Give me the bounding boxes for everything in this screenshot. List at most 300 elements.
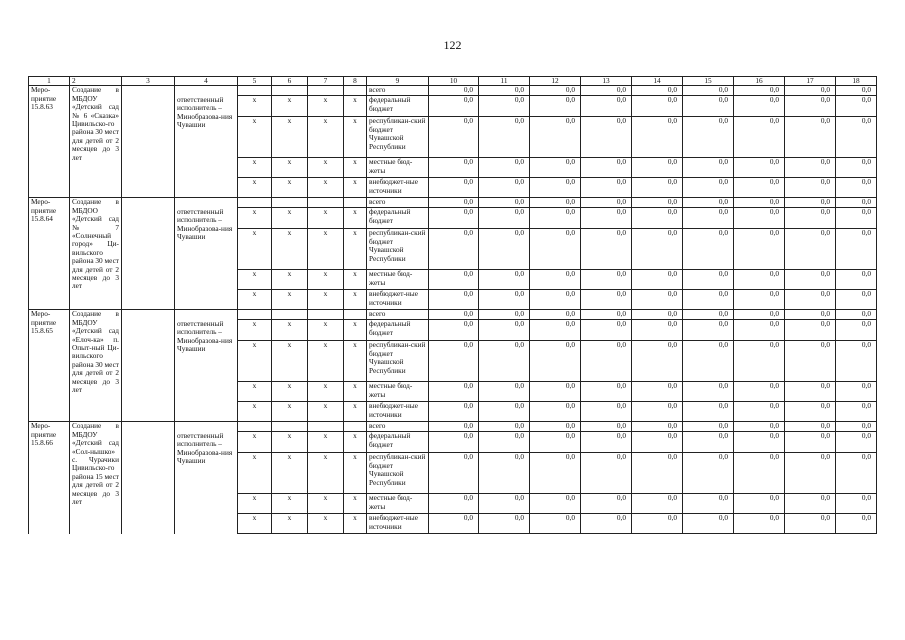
value-cell: 0,0 <box>632 422 683 432</box>
x-mark: х <box>308 290 344 310</box>
value-cell: 0,0 <box>429 270 479 290</box>
value-cell: 0,0 <box>683 382 734 402</box>
empty-cell <box>344 310 367 320</box>
value-cell: 0,0 <box>429 432 479 453</box>
value-cell: 0,0 <box>683 96 734 117</box>
value-cell: 0,0 <box>530 453 581 494</box>
value-cell: 0,0 <box>530 270 581 290</box>
value-cell: 0,0 <box>429 382 479 402</box>
x-mark: х <box>238 494 272 514</box>
funding-source: республикан-ский бюджет Чувашской Республики <box>367 117 429 158</box>
value-cell: 0,0 <box>683 453 734 494</box>
value-cell: 0,0 <box>734 117 785 158</box>
value-cell: 0,0 <box>632 117 683 158</box>
value-cell: 0,0 <box>479 117 530 158</box>
value-cell: 0,0 <box>479 494 530 514</box>
value-cell: 0,0 <box>785 178 836 198</box>
funding-table <box>28 76 877 534</box>
event-description: Создание в МБДОУ «Детский сад «Сол-нышко» с. Чурачики Цивильско-го района 15 мест для детей от 2 месяцев до 3 лет <box>70 422 122 534</box>
column-number: 5 <box>238 77 272 86</box>
value-cell: 0,0 <box>530 310 581 320</box>
value-cell: 0,0 <box>785 432 836 453</box>
x-mark: х <box>344 402 367 422</box>
x-mark: х <box>308 382 344 402</box>
value-cell: 0,0 <box>683 178 734 198</box>
funding-source: федеральный бюджет <box>367 208 429 229</box>
value-cell: 0,0 <box>785 198 836 208</box>
value-cell: 0,0 <box>734 229 785 270</box>
responsible-executor: ответственный исполнитель – Минобразова-ния Чувашии <box>175 96 238 198</box>
x-mark: х <box>238 270 272 290</box>
value-cell: 0,0 <box>479 453 530 494</box>
value-cell: 0,0 <box>530 208 581 229</box>
value-cell: 0,0 <box>479 382 530 402</box>
x-mark: х <box>238 158 272 178</box>
funding-source: федеральный бюджет <box>367 432 429 453</box>
x-mark: х <box>272 514 308 534</box>
x-mark: х <box>344 494 367 514</box>
value-cell: 0,0 <box>632 158 683 178</box>
x-mark: х <box>238 290 272 310</box>
value-cell: 0,0 <box>683 422 734 432</box>
value-cell: 0,0 <box>429 178 479 198</box>
value-cell: 0,0 <box>530 117 581 158</box>
value-cell: 0,0 <box>785 422 836 432</box>
value-cell: 0,0 <box>836 86 877 96</box>
value-cell: 0,0 <box>683 310 734 320</box>
value-cell: 0,0 <box>530 229 581 270</box>
value-cell: 0,0 <box>581 117 632 158</box>
table-row <box>29 198 877 208</box>
value-cell: 0,0 <box>785 158 836 178</box>
empty-cell <box>238 422 272 432</box>
column-number: 14 <box>632 77 683 86</box>
value-cell: 0,0 <box>785 320 836 341</box>
empty-cell <box>238 310 272 320</box>
value-cell: 0,0 <box>734 453 785 494</box>
funding-source: внебюджет-ные источники <box>367 178 429 198</box>
x-mark: х <box>272 341 308 382</box>
value-cell: 0,0 <box>632 96 683 117</box>
value-cell: 0,0 <box>683 208 734 229</box>
x-mark: х <box>344 178 367 198</box>
funding-source: республикан-ский бюджет Чувашской Республики <box>367 341 429 382</box>
x-mark: х <box>272 178 308 198</box>
value-cell: 0,0 <box>836 382 877 402</box>
x-mark: х <box>308 494 344 514</box>
table-row <box>29 86 877 96</box>
x-mark: х <box>308 341 344 382</box>
value-cell: 0,0 <box>683 117 734 158</box>
value-cell: 0,0 <box>530 86 581 96</box>
value-cell: 0,0 <box>429 402 479 422</box>
x-mark: х <box>272 208 308 229</box>
column-number: 1 <box>29 77 70 86</box>
value-cell: 0,0 <box>683 198 734 208</box>
x-mark: х <box>344 341 367 382</box>
column-number: 7 <box>308 77 344 86</box>
x-mark: х <box>238 341 272 382</box>
column-number: 18 <box>836 77 877 86</box>
x-mark: х <box>344 117 367 158</box>
funding-source: местные бюд-жеты <box>367 382 429 402</box>
value-cell: 0,0 <box>530 178 581 198</box>
value-cell: 0,0 <box>581 453 632 494</box>
value-cell: 0,0 <box>785 402 836 422</box>
x-mark: х <box>308 514 344 534</box>
value-cell: 0,0 <box>836 96 877 117</box>
empty-cell <box>272 310 308 320</box>
value-cell: 0,0 <box>683 229 734 270</box>
value-cell: 0,0 <box>632 453 683 494</box>
value-cell: 0,0 <box>836 290 877 310</box>
x-mark: х <box>344 290 367 310</box>
value-cell: 0,0 <box>429 198 479 208</box>
x-mark: х <box>344 432 367 453</box>
value-cell: 0,0 <box>836 341 877 382</box>
value-cell: 0,0 <box>479 178 530 198</box>
value-cell: 0,0 <box>632 229 683 270</box>
value-cell: 0,0 <box>683 158 734 178</box>
x-mark: х <box>272 402 308 422</box>
column-number: 6 <box>272 77 308 86</box>
value-cell: 0,0 <box>632 270 683 290</box>
value-cell: 0,0 <box>785 117 836 158</box>
value-cell: 0,0 <box>530 514 581 534</box>
x-mark: х <box>308 178 344 198</box>
value-cell: 0,0 <box>632 208 683 229</box>
value-cell: 0,0 <box>581 402 632 422</box>
value-cell: 0,0 <box>836 453 877 494</box>
value-cell: 0,0 <box>530 341 581 382</box>
empty-cell <box>175 86 238 96</box>
funding-source: внебюджет-ные источники <box>367 402 429 422</box>
value-cell: 0,0 <box>785 514 836 534</box>
value-cell: 0,0 <box>734 402 785 422</box>
x-mark: х <box>344 96 367 117</box>
value-cell: 0,0 <box>785 494 836 514</box>
value-cell: 0,0 <box>734 96 785 117</box>
value-cell: 0,0 <box>734 198 785 208</box>
value-cell: 0,0 <box>632 432 683 453</box>
value-cell: 0,0 <box>632 86 683 96</box>
value-cell: 0,0 <box>734 290 785 310</box>
value-cell: 0,0 <box>683 320 734 341</box>
value-cell: 0,0 <box>530 96 581 117</box>
x-mark: х <box>344 208 367 229</box>
value-cell: 0,0 <box>785 86 836 96</box>
column-number: 10 <box>429 77 479 86</box>
empty-cell <box>272 86 308 96</box>
value-cell: 0,0 <box>429 117 479 158</box>
empty-cell <box>308 310 344 320</box>
value-cell: 0,0 <box>785 270 836 290</box>
x-mark: х <box>272 270 308 290</box>
value-cell: 0,0 <box>734 432 785 453</box>
value-cell: 0,0 <box>734 86 785 96</box>
funding-source: местные бюд-жеты <box>367 158 429 178</box>
value-cell: 0,0 <box>581 198 632 208</box>
x-mark: х <box>308 432 344 453</box>
x-mark: х <box>308 402 344 422</box>
x-mark: х <box>238 117 272 158</box>
value-cell: 0,0 <box>683 270 734 290</box>
value-cell: 0,0 <box>581 208 632 229</box>
value-cell: 0,0 <box>734 494 785 514</box>
empty-cell <box>272 422 308 432</box>
value-cell: 0,0 <box>429 158 479 178</box>
empty-cell <box>175 198 238 208</box>
value-cell: 0,0 <box>632 290 683 310</box>
value-cell: 0,0 <box>479 422 530 432</box>
x-mark: х <box>272 320 308 341</box>
value-cell: 0,0 <box>581 158 632 178</box>
value-cell: 0,0 <box>479 310 530 320</box>
value-cell: 0,0 <box>836 494 877 514</box>
event-description: Создание в МБДОУ «Детский сад № 6 «Сказка» Цивильско-го района 30 мест для детей от 2 месяцев до 3 лет <box>70 86 122 198</box>
value-cell: 0,0 <box>683 290 734 310</box>
value-cell: 0,0 <box>632 198 683 208</box>
value-cell: 0,0 <box>836 229 877 270</box>
value-cell: 0,0 <box>530 158 581 178</box>
x-mark: х <box>238 178 272 198</box>
value-cell: 0,0 <box>683 341 734 382</box>
empty-cell <box>122 86 175 198</box>
value-cell: 0,0 <box>479 229 530 270</box>
value-cell: 0,0 <box>581 341 632 382</box>
empty-cell <box>308 86 344 96</box>
empty-cell <box>122 310 175 422</box>
value-cell: 0,0 <box>785 290 836 310</box>
value-cell: 0,0 <box>785 453 836 494</box>
value-cell: 0,0 <box>632 514 683 534</box>
event-description: Создание в МБДОО «Детский сад № 7 «Солнечный город» Ци-вильского района 30 мест для детей от 2 месяцев до 3 лет <box>70 198 122 310</box>
value-cell: 0,0 <box>479 402 530 422</box>
table-row <box>29 310 877 320</box>
value-cell: 0,0 <box>581 178 632 198</box>
value-cell: 0,0 <box>785 208 836 229</box>
x-mark: х <box>272 494 308 514</box>
value-cell: 0,0 <box>581 382 632 402</box>
value-cell: 0,0 <box>581 229 632 270</box>
value-cell: 0,0 <box>581 86 632 96</box>
value-cell: 0,0 <box>581 270 632 290</box>
column-number: 17 <box>785 77 836 86</box>
funding-source: всего <box>367 198 429 208</box>
value-cell: 0,0 <box>683 432 734 453</box>
funding-source: всего <box>367 422 429 432</box>
event-description: Создание в МБДОУ «Детский сад «Елоч-ка» п. Опыт-ный Ци-вильского района 30 мест для детей от 2 месяцев до 3 лет <box>70 310 122 422</box>
empty-cell <box>175 310 238 320</box>
x-mark: х <box>238 320 272 341</box>
empty-cell <box>175 422 238 432</box>
value-cell: 0,0 <box>530 320 581 341</box>
value-cell: 0,0 <box>479 432 530 453</box>
value-cell: 0,0 <box>734 270 785 290</box>
value-cell: 0,0 <box>734 178 785 198</box>
value-cell: 0,0 <box>836 158 877 178</box>
value-cell: 0,0 <box>479 320 530 341</box>
value-cell: 0,0 <box>530 494 581 514</box>
empty-cell <box>122 198 175 310</box>
value-cell: 0,0 <box>429 320 479 341</box>
value-cell: 0,0 <box>479 290 530 310</box>
value-cell: 0,0 <box>785 310 836 320</box>
x-mark: х <box>308 96 344 117</box>
value-cell: 0,0 <box>479 341 530 382</box>
value-cell: 0,0 <box>429 341 479 382</box>
empty-cell <box>344 422 367 432</box>
value-cell: 0,0 <box>734 310 785 320</box>
column-number: 12 <box>530 77 581 86</box>
value-cell: 0,0 <box>632 494 683 514</box>
event-id: Меро-приятие 15.8.64 <box>29 198 70 310</box>
value-cell: 0,0 <box>429 96 479 117</box>
value-cell: 0,0 <box>581 514 632 534</box>
column-number-row <box>29 77 877 86</box>
value-cell: 0,0 <box>836 198 877 208</box>
value-cell: 0,0 <box>429 453 479 494</box>
value-cell: 0,0 <box>734 320 785 341</box>
x-mark: х <box>272 117 308 158</box>
responsible-executor: ответственный исполнитель – Минобразова-ния Чувашии <box>175 208 238 310</box>
x-mark: х <box>238 402 272 422</box>
value-cell: 0,0 <box>581 432 632 453</box>
empty-cell <box>122 422 175 534</box>
value-cell: 0,0 <box>632 402 683 422</box>
column-number: 3 <box>122 77 175 86</box>
x-mark: х <box>344 229 367 270</box>
column-number: 8 <box>344 77 367 86</box>
value-cell: 0,0 <box>530 382 581 402</box>
funding-source: федеральный бюджет <box>367 96 429 117</box>
value-cell: 0,0 <box>632 178 683 198</box>
value-cell: 0,0 <box>479 514 530 534</box>
x-mark: х <box>272 432 308 453</box>
value-cell: 0,0 <box>734 422 785 432</box>
x-mark: х <box>272 453 308 494</box>
value-cell: 0,0 <box>632 382 683 402</box>
responsible-executor: ответственный исполнитель – Минобразова-ния Чувашии <box>175 320 238 422</box>
empty-cell <box>344 198 367 208</box>
value-cell: 0,0 <box>734 514 785 534</box>
value-cell: 0,0 <box>530 422 581 432</box>
x-mark: х <box>344 382 367 402</box>
value-cell: 0,0 <box>429 290 479 310</box>
value-cell: 0,0 <box>530 432 581 453</box>
funding-source: внебюджет-ные источники <box>367 290 429 310</box>
x-mark: х <box>308 117 344 158</box>
funding-source: республикан-ский бюджет Чувашской Республики <box>367 453 429 494</box>
column-number: 16 <box>734 77 785 86</box>
x-mark: х <box>238 514 272 534</box>
empty-cell <box>238 198 272 208</box>
value-cell: 0,0 <box>581 494 632 514</box>
x-mark: х <box>344 158 367 178</box>
column-number: 9 <box>367 77 429 86</box>
value-cell: 0,0 <box>429 208 479 229</box>
value-cell: 0,0 <box>429 86 479 96</box>
value-cell: 0,0 <box>785 341 836 382</box>
value-cell: 0,0 <box>836 422 877 432</box>
value-cell: 0,0 <box>429 514 479 534</box>
funding-source: всего <box>367 86 429 96</box>
value-cell: 0,0 <box>479 96 530 117</box>
table-row <box>29 422 877 432</box>
x-mark: х <box>344 453 367 494</box>
x-mark: х <box>238 382 272 402</box>
value-cell: 0,0 <box>836 117 877 158</box>
value-cell: 0,0 <box>479 270 530 290</box>
column-number: 2 <box>70 77 122 86</box>
column-number: 13 <box>581 77 632 86</box>
funding-source: местные бюд-жеты <box>367 270 429 290</box>
value-cell: 0,0 <box>429 310 479 320</box>
value-cell: 0,0 <box>836 208 877 229</box>
x-mark: х <box>344 514 367 534</box>
value-cell: 0,0 <box>734 382 785 402</box>
value-cell: 0,0 <box>581 96 632 117</box>
empty-cell <box>272 198 308 208</box>
value-cell: 0,0 <box>530 402 581 422</box>
value-cell: 0,0 <box>836 310 877 320</box>
event-id: Меро-приятие 15.8.66 <box>29 422 70 534</box>
column-number: 4 <box>175 77 238 86</box>
value-cell: 0,0 <box>632 310 683 320</box>
x-mark: х <box>344 270 367 290</box>
value-cell: 0,0 <box>429 494 479 514</box>
funding-source: республикан-ский бюджет Чувашской Республики <box>367 229 429 270</box>
value-cell: 0,0 <box>479 86 530 96</box>
value-cell: 0,0 <box>530 198 581 208</box>
value-cell: 0,0 <box>683 494 734 514</box>
page-number: 122 <box>443 38 462 52</box>
value-cell: 0,0 <box>479 158 530 178</box>
x-mark: х <box>308 270 344 290</box>
x-mark: х <box>272 229 308 270</box>
x-mark: х <box>308 453 344 494</box>
funding-source: всего <box>367 310 429 320</box>
x-mark: х <box>272 158 308 178</box>
value-cell: 0,0 <box>734 158 785 178</box>
x-mark: х <box>238 229 272 270</box>
empty-cell <box>344 86 367 96</box>
value-cell: 0,0 <box>581 320 632 341</box>
x-mark: х <box>238 453 272 494</box>
value-cell: 0,0 <box>581 422 632 432</box>
empty-cell <box>308 422 344 432</box>
value-cell: 0,0 <box>836 402 877 422</box>
value-cell: 0,0 <box>581 290 632 310</box>
x-mark: х <box>272 290 308 310</box>
value-cell: 0,0 <box>836 320 877 341</box>
empty-cell <box>238 86 272 96</box>
x-mark: х <box>344 320 367 341</box>
event-id: Меро-приятие 15.8.63 <box>29 86 70 198</box>
x-mark: х <box>238 432 272 453</box>
value-cell: 0,0 <box>479 198 530 208</box>
x-mark: х <box>238 96 272 117</box>
x-mark: х <box>272 96 308 117</box>
value-cell: 0,0 <box>632 341 683 382</box>
x-mark: х <box>308 158 344 178</box>
column-number: 11 <box>479 77 530 86</box>
x-mark: х <box>238 208 272 229</box>
value-cell: 0,0 <box>683 514 734 534</box>
value-cell: 0,0 <box>581 310 632 320</box>
value-cell: 0,0 <box>785 96 836 117</box>
value-cell: 0,0 <box>683 86 734 96</box>
